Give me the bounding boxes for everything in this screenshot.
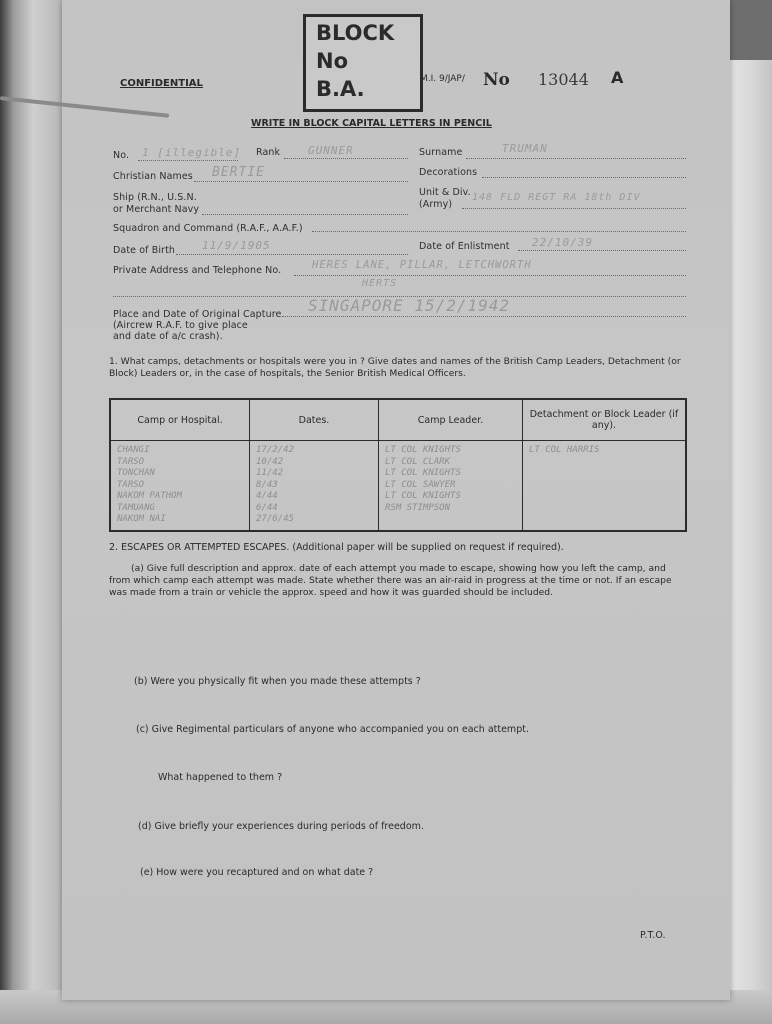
camp-date: 10/42 [256,456,284,467]
camp-name: TAMUANG [117,502,155,513]
camp-date: 11/42 [256,468,284,478]
dob-value: 11/9/1905 [202,239,271,252]
capture-label-2: (Aircrew R.A.F. to give place [113,320,248,331]
capture-label-3: and date of a/c crash). [113,331,223,342]
no-value: 1 [illegible] [142,146,242,159]
camp-leader-cell [379,441,523,531]
squadron-line [312,231,686,232]
camp-date: 6/44 [256,502,278,513]
header-camp-leader: Camp Leader. [379,399,523,441]
header-dates: Dates. [250,399,379,441]
camp-leader: LT COL KNIGHTS [385,445,461,455]
rank-label: Rank [256,147,281,158]
capture-label-1: Place and Date of Original Capture [113,309,282,320]
question-2c: (c) Give Regimental particulars of anyone who accompanied you on each attempt. [136,724,529,735]
capture-line [282,316,686,317]
no-line [138,160,238,161]
stamp-line-no: No [316,49,349,73]
block-stamp [303,14,423,112]
question-2e: (e) How were you recaptured and on what date ? [140,867,374,878]
dates-cell [250,441,379,531]
christian-names-label: Christian Names [113,171,193,182]
no-label: No. [113,150,130,161]
address-value-1: HERES LANE, PILLAR, LETCHWORTH [312,259,532,271]
squadron-label: Squadron and Command (R.A.F., A.A.F.) [113,223,303,234]
camp-name: NAKOM NAI [117,514,166,524]
surname-line [466,158,686,159]
unit-label-1: Unit & Div. [419,187,471,198]
dob-label: Date of Birth [113,245,176,256]
camp-table-header-row [110,399,686,441]
camp-table [109,398,687,532]
number-label: No [483,70,510,90]
unit-label-2: (Army) [419,199,453,210]
capture-value: SINGAPORE 15/2/1942 [308,296,511,315]
camp-leader: LT COL KNIGHTS [385,468,461,478]
question-2-heading: 2. ESCAPES OR ATTEMPTED ESCAPES. (Additional paper will be supplied on request if required). [109,542,564,553]
dob-line [176,254,408,255]
address-value-2: HERTS [362,278,398,289]
ship-label-1: Ship (R.N., U.S.N. [113,192,197,203]
camp-name: CHANGI [117,445,150,455]
header-detachment-leader: Detachment or Block Leader (if any). [523,399,687,441]
camp-leader: LT COL CLARK [385,456,451,467]
stamp-line-ba: B.A. [316,77,365,101]
serial-number: 13044 [538,70,589,89]
enlistment-value: 22/10/39 [532,236,593,249]
stamp-line-block: BLOCK [316,21,395,45]
unit-line [462,208,686,209]
camp-cell [110,441,250,531]
camp-date: 17/2/42 [256,445,294,455]
confidential-label: CONFIDENTIAL [120,78,203,89]
camp-name: TARSO [117,479,145,490]
header-camp: Camp or Hospital. [110,399,250,441]
christian-names-value: BERTIE [212,165,265,180]
serial-suffix: A [611,68,624,87]
surname-value: TRUMAN [502,142,548,155]
question-2a: (a) Give full description and approx. date of each attempt you made to escape, showing how you left the camp, and from which camp each attempt was made. State whether there was an air-raid in progress at the time or not. If an escape was made from a train or vehicle the approx. speed and how it was guarded should be included. [109,563,672,598]
decorations-label: Decorations [419,167,478,178]
camp-name: TARSO [117,456,145,467]
pto-label: P.T.O. [640,930,666,941]
detachment-leader-cell [523,441,687,531]
camp-name: TONCHAN [117,468,155,478]
mi-reference: M.I. 9/JAP/ [420,74,465,84]
rank-line [284,158,408,159]
enlistment-label: Date of Enlistment [419,241,510,252]
camp-date: 27/6/45 [256,514,294,524]
camp-date: 4/44 [256,491,278,501]
christian-names-line [194,181,408,182]
questionnaire-sheet [62,0,730,1000]
detachment-leader: LT COL HARRIS [529,445,600,455]
question-2b: (b) Were you physically fit when you made these attempts ? [134,676,421,687]
enlistment-line [518,250,686,251]
table-row [110,441,686,531]
question-2c-followup: What happened to them ? [158,772,283,783]
instruction-heading: WRITE IN BLOCK CAPITAL LETTERS IN PENCIL [251,118,492,129]
ship-line [202,214,408,215]
question-2d: (d) Give briefly your experiences during periods of freedom. [138,821,424,832]
address-label: Private Address and Telephone No. [113,265,282,276]
rank-value: GUNNER [308,144,354,157]
address-line-1 [294,275,686,276]
camp-leader: LT COL KNIGHTS [385,491,461,501]
camp-leader: RSM STIMPSON [385,502,451,513]
question-1: 1. What camps, detachments or hospitals were you in ? Give dates and names of the British Camp Leaders, Detachment (or Block) Leaders or, in the case of hospitals, the Senior British Medical Officers. [109,356,681,379]
camp-name: NAKOM PATHOM [117,491,183,501]
unit-value: 148 FLD REGT RA 18th DIV [472,192,641,203]
ship-label-2: or Merchant Navy [113,204,200,215]
camp-leader: LT COL SAWYER [385,479,456,490]
decorations-line [482,177,686,178]
surname-label: Surname [419,147,463,158]
camp-date: 8/43 [256,479,278,490]
